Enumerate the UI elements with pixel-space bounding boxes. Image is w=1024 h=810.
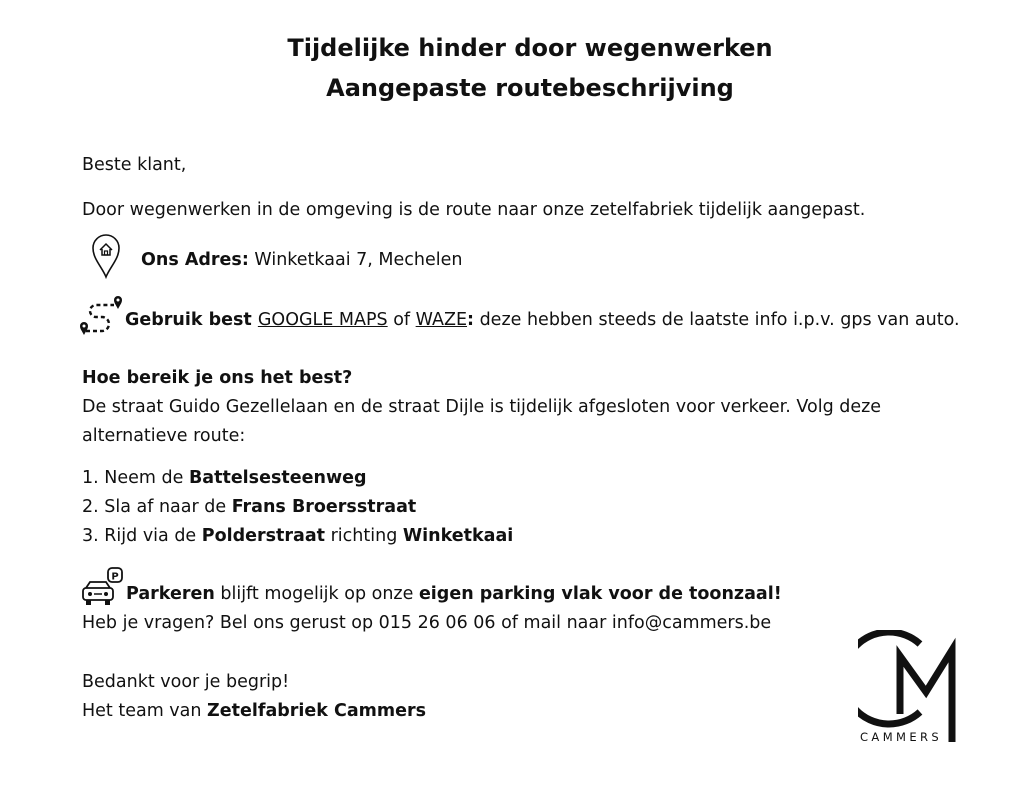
route-step-3: 3. Rijd via de Polderstraat richting Winketkaai [82,526,514,546]
route-step-1: 1. Neem de Battelsesteenweg [82,468,367,488]
parking-line: Parkeren blijft mogelijk op onze eigen parking vlak voor de toonzaal! [126,584,782,604]
navigation-label: Gebruik best [125,310,258,330]
google-maps-link[interactable]: GOOGLE MAPS [257,310,388,330]
location-pin-home-icon [90,233,122,279]
route-heading: Hoe bereik je ons het best? [82,368,353,388]
address-value: Winketkaai 7, Mechelen [248,250,463,270]
svg-text:P: P [111,571,119,583]
title-line-2: Aangepaste routebeschrijving [326,74,734,102]
team-line: Het team van Zetelfabriek Cammers [82,701,427,721]
navigation-rest: deze hebben steeds de laatste info i.p.v. gps van auto. [474,310,960,330]
cammers-cm-logo [858,630,962,746]
greeting: Beste klant, [82,155,187,175]
waze-link[interactable]: WAZE [415,310,468,330]
navigation-line [125,306,960,335]
logo-text: CAMMERS [860,730,943,744]
contact-line: Heb je vragen? Bel ons gerust op 015 26 06 06 of mail naar info@cammers.be [82,613,772,633]
car-parking-icon [80,566,126,608]
intro-text: Door wegenwerken in de omgeving is de route naar onze zetelfabriek tijdelijk aangepast. [82,200,866,220]
navigation-of: of [387,310,416,330]
address-line [141,246,462,275]
thanks-line: Bedankt voor je begrip! [82,672,290,692]
route-description-2: alternatieve route: [82,426,246,446]
address-label: Ons Adres: [141,250,249,270]
page-title [0,28,1024,108]
route-step-2: 2. Sla af naar de Frans Broersstraat [82,497,417,517]
title-line-1: Tijdelijke hinder door wegenwerken [287,34,773,62]
navigation-colon: : [467,310,475,330]
route-icon [78,295,124,337]
route-description-1: De straat Guido Gezellelaan en de straat Dijle is tijdelijk afgesloten voor verkeer. Volg deze [82,397,882,417]
